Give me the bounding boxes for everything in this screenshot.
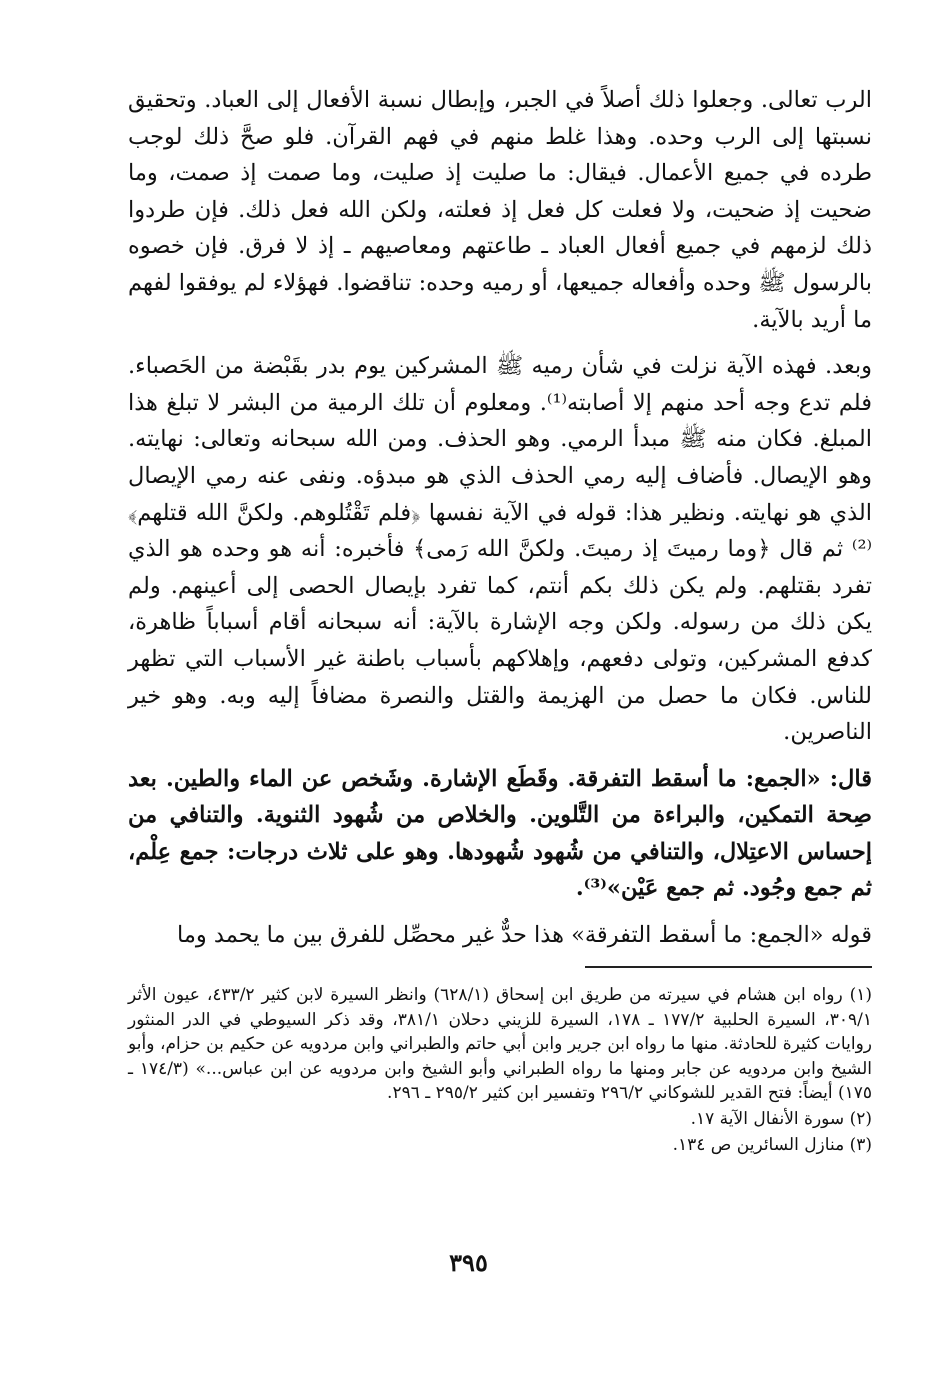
page-number: ٣٩٥ [449, 1248, 488, 1277]
paragraph-intro: الرب تعالى. وجعلوا ذلك أصلاً في الجبر، وإبطال نسبة الأفعال إلى العباد. وتحقيق نسبتها إلى الرب وحده. وهذا غلط منهم في فهم القرآن. فلو صحَّ ذلك لوجب طرده في جميع الأعمال. فيقال: ما صليت إذ صليت، وما صمت إذ صمت، وما ضحيت إذ ضحيت، ولا فعلت كل فعل إذ فعلته، ولكن الله فعل ذلك. فإن طردوا ذلك لزمهم في جميع أفعال العباد ـ طاعتهم ومعاصيهم ـ إذ لا فرق. فإن خصوه بالرسول ﷺ وحده وأفعاله جميعها، أو رميه وحده: تناقضوا. فهؤلاء لم يوفقوا لفهم ما أريد بالآية. [128, 87, 872, 333]
footnote-2: (٢) سورة الأنفال الآية ١٧. [690, 1108, 872, 1129]
footnote-3: (٣) منازل السائرين ص ١٣٤. [672, 1134, 872, 1155]
paragraph-quote-al-jam: قال: «الجمع: ما أسقط التفرقة. وقَطَع الإشارة. وشَخص عن الماء والطين. بعد صِحة التمكين، والبراءة من التَّلوين. والخلاص من شُهود الثنوية. والتنافي من إحساس الاعتِلال، والتنافي من شُهود شُهودها. وهو على ثلاث درجات: جمع عِلْم، ثم جمع وجُود. ثم جمع عَيْن»⁽³⁾. [128, 765, 872, 902]
footnotes [128, 983, 872, 1158]
paragraph-verse-discussion: وبعد. فهذه الآية نزلت في شأن رميه ﷺ المشركين يوم بدر بقَبْضة من الحَصباء. فلم تدع وجه أحد منهم إلا أصابته⁽¹⁾. ومعلوم أن تلك الرمية من البشر لا تبلغ هذا المبلغ. فكان منه ﷺ مبدأ الرمي. وهو الحذف. ومن الله سبحانه وتعالى: نهايته. وهو الإيصال. فأضاف إليه رمي الحذف الذي هو مبدؤه. ونفى عنه رمي الإيصال الذي هو نهايته. ونظير هذا: قوله في الآية نفسها ﴿فلم تَقْتُلوهم. ولكنَّ الله قتلهم﴾⁽²⁾ ثم قال ﴿وما رميتَ إذ رميتَ. ولكنَّ الله رَمى﴾ فأخبره: أنه هو وحده هو الذي تفرد بقتلهم. ولم يكن ذلك بكم أنتم، كما تفرد بإيصال الحصى إلى أعينهم. ولم يكن ذلك من رسوله. ولكن وجه الإشارة بالآية: أنه سبحانه أقام أسباباً ظاهرة، كدفع المشركين، وتولى دفعهم، وإهلاكهم بأسباب باطنة غير الأسباب التي تظهر للناس. فكان ما حصل من الهزيمة والقتل والنصرة مضافاً إليه وبه. وهو خير الناصرين. [128, 353, 872, 746]
footnote-1: (١) رواه ابن هشام في سيرته من طريق ابن إسحاق (٦٢٨/١) وانظر السيرة لابن كثير ٤٣٣/٢، عيون الأثر ٣٠٩/١، السيرة الحلبية ١٧٧/٢ ـ ١٧٨، السيرة للزيني دحلان ٣٨١/١، وقد ذكر السيوطي في الدر المنثور روايات كثيرة للحادثة. منها ما رواه ابن جرير وابن أبي حاتم والطبراني وابن مردويه عن حكيم بن حزام، وأبو الشيخ وابن مردويه عن جابر ومنها ما رواه الطبراني وأبو الشيخ وابن مردويه عن ابن عباس...» (١٧٤/٣ ـ ١٧٥) أيضاً: فتح القدير للشوكاني ٢٩٦/٢ وتفسير ابن كثير ٢٩٥/٢ ـ ٢٩٦. [128, 985, 873, 1104]
paragraph-commentary: قوله «الجمع: ما أسقط التفرقة» هذا حدٌّ غير محصِّل للفرق بين ما يحمد وما [176, 922, 872, 949]
footnote-separator [585, 966, 872, 968]
main-text [128, 82, 872, 954]
